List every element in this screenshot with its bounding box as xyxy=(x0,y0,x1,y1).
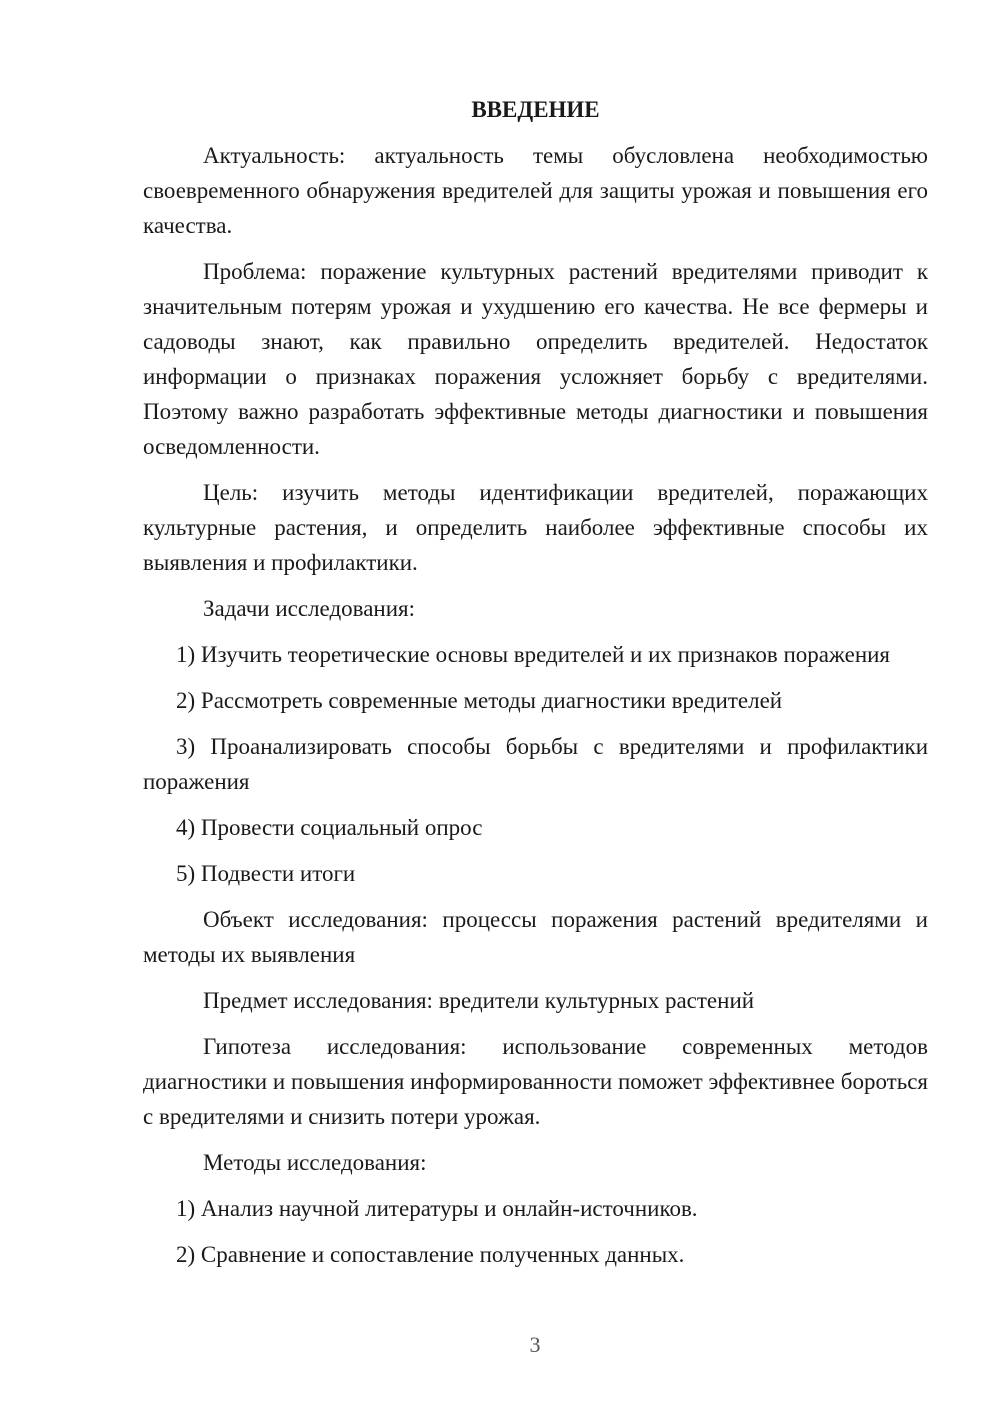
page-number: 3 xyxy=(529,1332,541,1357)
method-item-1: 1) Анализ научной литературы и онлайн-источников. xyxy=(176,1196,698,1221)
paragraph-relevance: Актуальность: актуальность темы обусловлена необходимостью своевременного обнаружения вредителей для защиты урожая и повышения его качества. xyxy=(143,143,928,238)
task-item-5: 5) Подвести итоги xyxy=(176,861,356,886)
paragraph-subject: Предмет исследования: вредители культурных растений xyxy=(203,988,755,1013)
paragraph-methods-heading: Методы исследования: xyxy=(203,1150,427,1175)
paragraph-tasks-heading: Задачи исследования: xyxy=(203,596,416,621)
section-title: ВВЕДЕНИЕ xyxy=(471,97,600,122)
task-item-1: 1) Изучить теоретические основы вредителей и их признаков поражения xyxy=(176,642,891,667)
paragraph-goal: Цель: изучить методы идентификации вредителей, поражающих культурные растения, и определить наиболее эффективные способы их выявления и профилактики. xyxy=(143,480,928,575)
paragraph-hypothesis: Гипотеза исследования: использование современных методов диагностики и повышения информированности поможет эффективнее бороться с вредителями и снизить потери урожая. xyxy=(143,1034,928,1129)
paragraph-problem: Проблема: поражение культурных растений вредителями приводит к значительным потерям урожая и ухудшению его качества. Не все фермеры и садоводы знают, как правильно определить вредителей. Недостаток информации о признаках поражения усложняет борьбу с вредителями. Поэтому важно разработать эффективные методы диагностики и повышения осведомленности. xyxy=(143,259,928,459)
task-item-2: 2) Рассмотреть современные методы диагностики вредителей xyxy=(176,688,783,713)
task-item-4: 4) Провести социальный опрос xyxy=(176,815,483,840)
method-item-2: 2) Сравнение и сопоставление полученных данных. xyxy=(176,1242,685,1267)
document-body xyxy=(143,92,928,1283)
paragraph-object: Объект исследования: процессы поражения растений вредителями и методы их выявления xyxy=(143,907,928,967)
task-item-3: 3) Проанализировать способы борьбы с вредителями и профилактики поражения xyxy=(143,734,928,794)
